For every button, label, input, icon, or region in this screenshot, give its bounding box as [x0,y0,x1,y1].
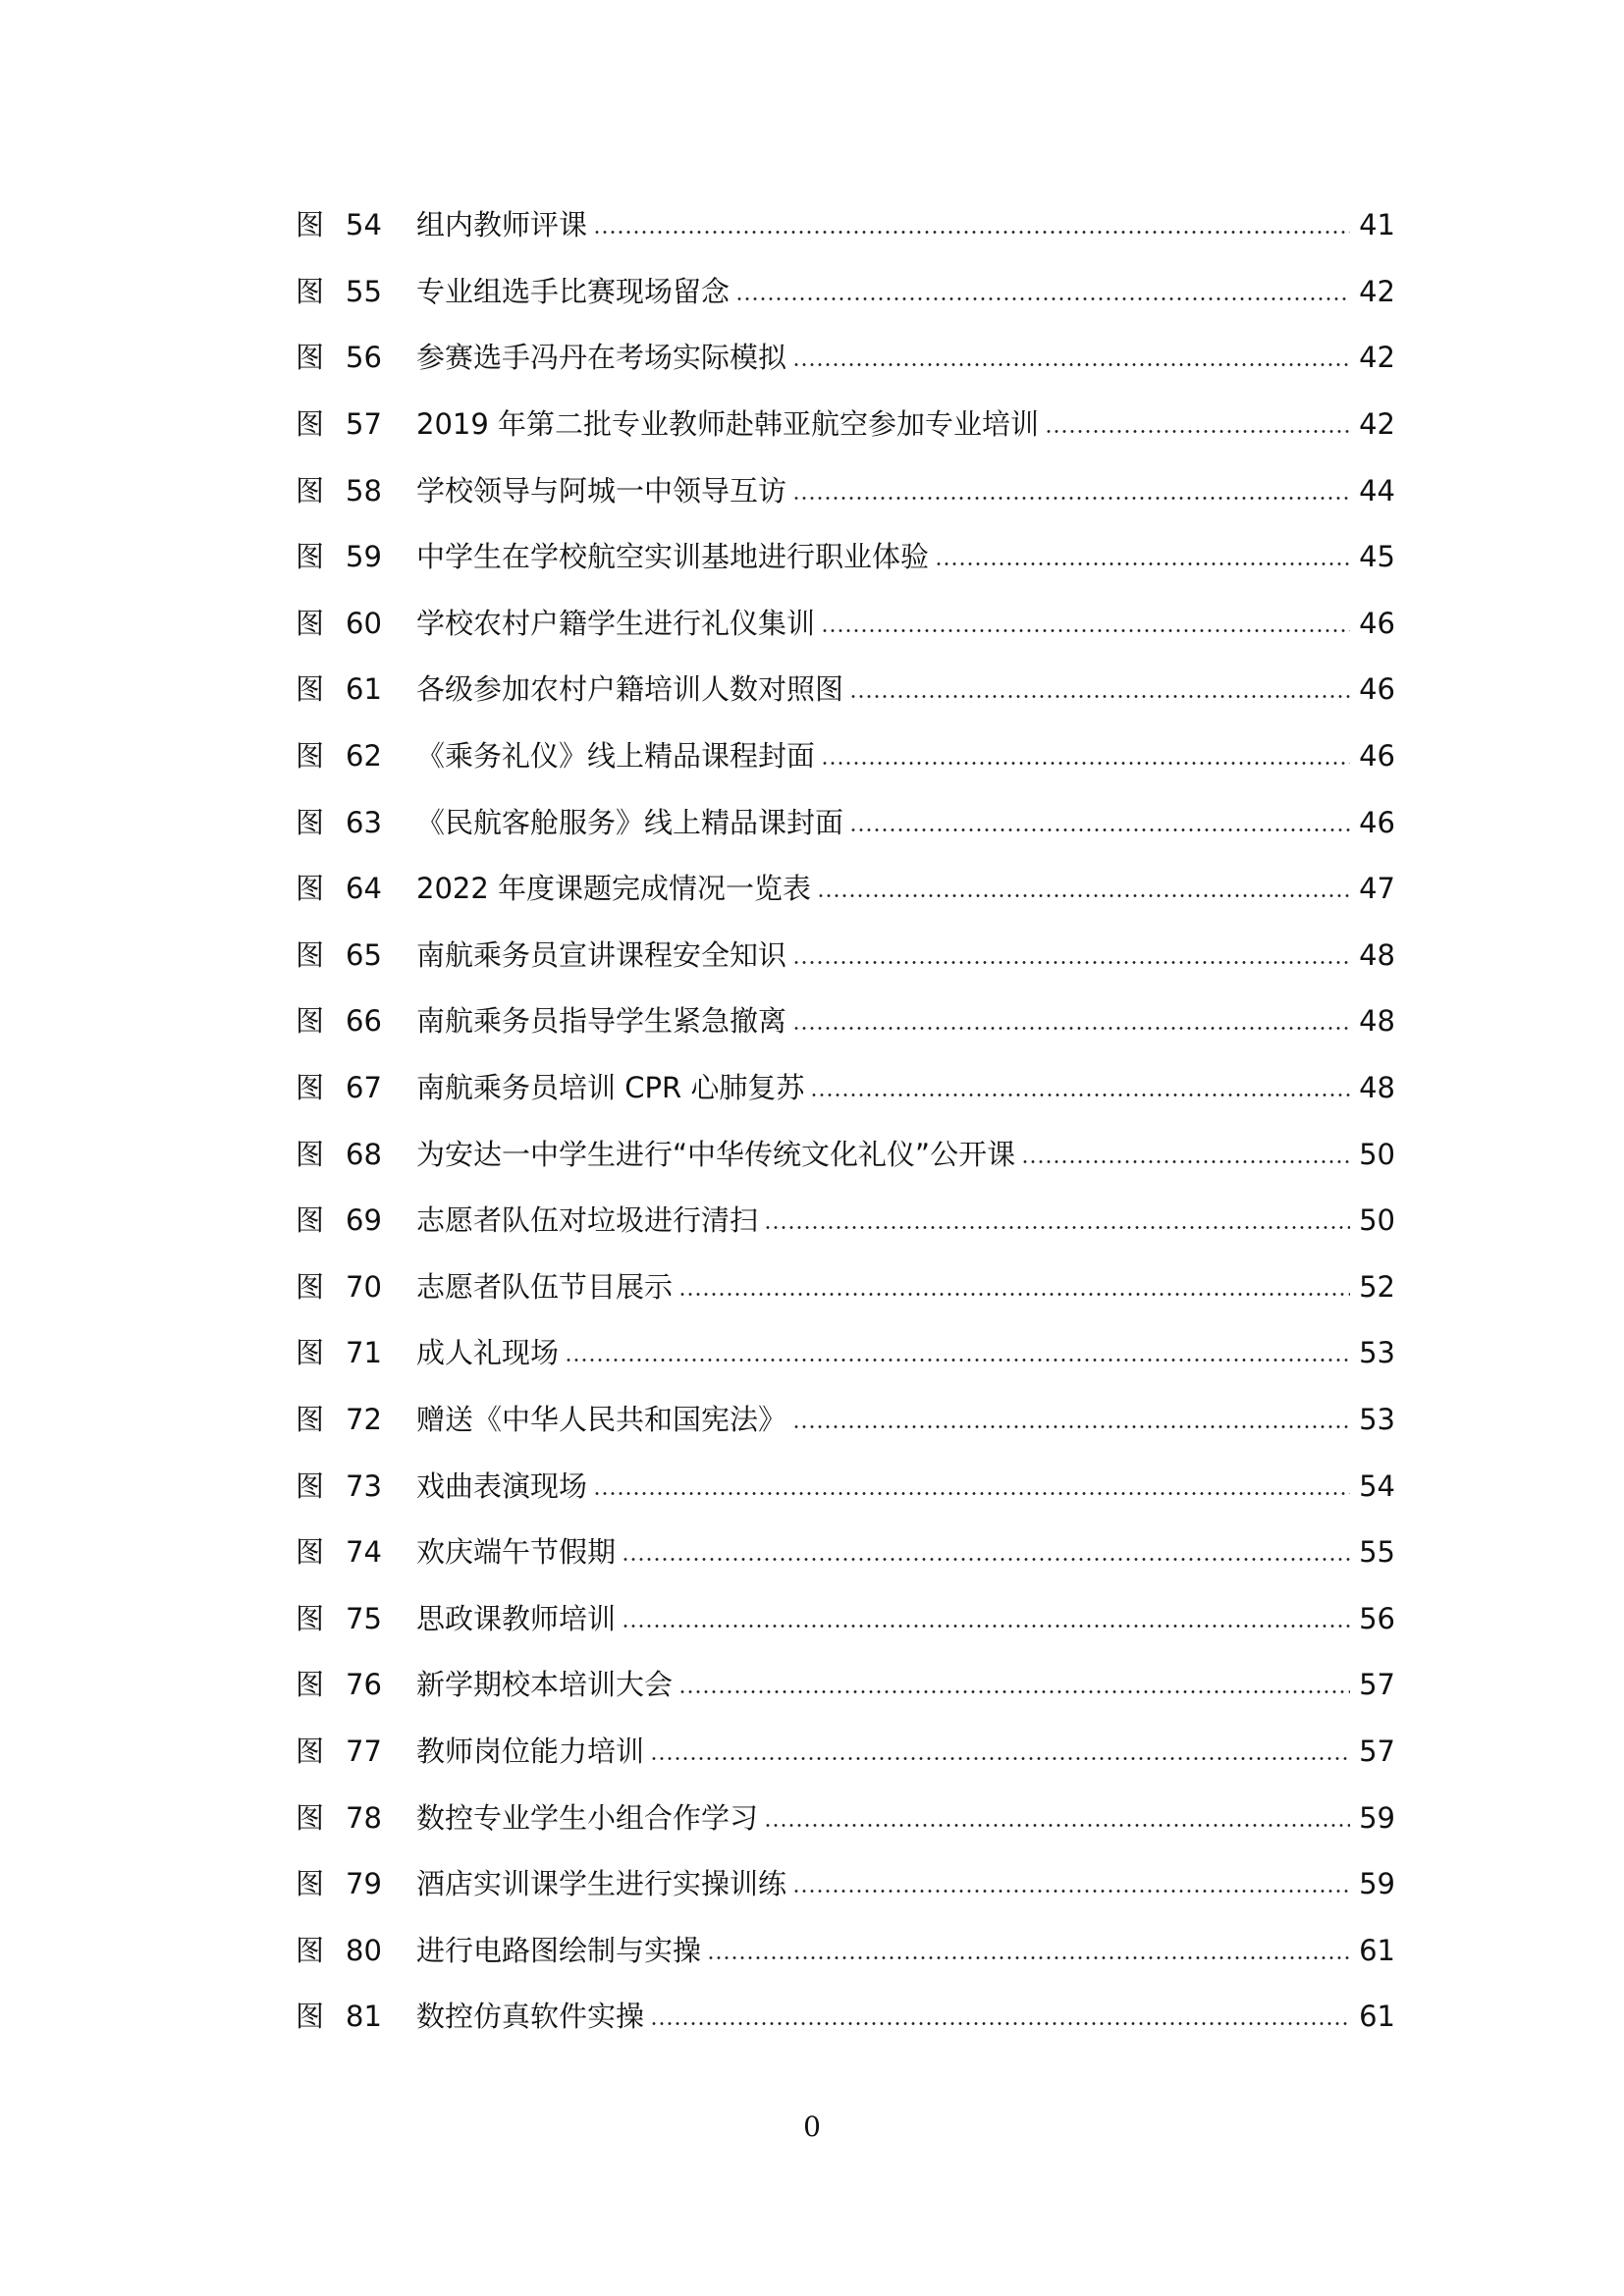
figure-label: 图 [296,805,325,839]
figure-title: 组内教师评课 [416,208,588,242]
dot-leader [849,695,1350,698]
figure-title: 2019 年第二批专业教师赴韩亚航空参加专业培训 [416,407,1040,442]
toc-entry[interactable] [296,1785,1395,1851]
figure-label: 图 [296,1535,325,1570]
page-reference: 41 [1359,208,1395,242]
figure-number: 64 [346,872,382,906]
figure-number: 77 [346,1734,382,1768]
page-reference: 53 [1359,1402,1395,1436]
figure-title: 戏曲表演现场 [416,1468,588,1503]
figure-label: 图 [296,1734,325,1768]
figure-title: 各级参加农村户籍培训人数对照图 [416,672,844,707]
toc-entry[interactable] [296,723,1395,790]
table-of-figures [296,192,1395,2051]
page-reference: 48 [1359,937,1395,972]
page-reference: 46 [1359,672,1395,707]
toc-entry[interactable] [296,524,1395,591]
toc-entry[interactable] [296,325,1395,392]
figure-label: 图 [296,540,325,574]
figure-number: 69 [346,1203,382,1238]
page-reference: 59 [1359,1800,1395,1835]
figure-title: 欢庆端午节假期 [416,1535,617,1570]
figure-label: 图 [296,1668,325,1702]
figure-number: 55 [346,274,382,308]
dot-leader [678,1293,1350,1296]
page-reference: 55 [1359,1535,1395,1570]
page-reference: 54 [1359,1468,1395,1503]
figure-label: 图 [296,1004,325,1039]
dot-leader [764,1824,1350,1827]
dot-leader [650,2022,1350,2025]
page-reference: 50 [1359,1203,1395,1238]
dot-leader [565,1359,1350,1362]
figure-label: 图 [296,1468,325,1503]
figure-number: 58 [346,473,382,507]
dot-leader [792,1890,1350,1893]
figure-title: 教师岗位能力培训 [416,1734,645,1768]
page-reference: 57 [1359,1734,1395,1768]
figure-number: 56 [346,341,382,375]
toc-entry[interactable] [296,1585,1395,1652]
figure-number: 73 [346,1468,382,1503]
page-reference: 61 [1359,2000,1395,2034]
figure-label: 图 [296,1933,325,1967]
page-reference: 44 [1359,473,1395,507]
toc-entry[interactable] [296,1453,1395,1520]
toc-entry[interactable] [296,1188,1395,1255]
figure-number: 81 [346,2000,382,2034]
dot-leader [1021,1160,1350,1163]
toc-entry[interactable] [296,988,1395,1055]
figure-number: 75 [346,1601,382,1635]
toc-entry[interactable] [296,457,1395,524]
figure-title: 南航乘务员指导学生紧急撤离 [416,1004,787,1039]
page-reference: 46 [1359,606,1395,640]
page-reference: 48 [1359,1071,1395,1105]
figure-title: 志愿者队伍节目展示 [416,1269,674,1304]
figure-title: 酒店实训课学生进行实操训练 [416,1867,787,1901]
toc-entry[interactable] [296,1255,1395,1321]
figure-number: 76 [346,1668,382,1702]
figure-number: 60 [346,606,382,640]
page-reference: 59 [1359,1867,1395,1901]
figure-title: 数控专业学生小组合作学习 [416,1800,759,1835]
figure-number: 57 [346,407,382,442]
figure-label: 图 [296,1269,325,1304]
figure-number: 71 [346,1336,382,1370]
figure-label: 图 [296,208,325,242]
page-reference: 57 [1359,1668,1395,1702]
dot-leader [593,1492,1350,1495]
toc-entry[interactable] [296,789,1395,856]
dot-leader [764,1226,1350,1229]
toc-entry[interactable] [296,856,1395,923]
toc-entry[interactable] [296,1121,1395,1188]
figure-title: 南航乘务员培训 CPR 心肺复苏 [416,1071,805,1105]
dot-leader [622,1558,1350,1561]
toc-entry[interactable] [296,1851,1395,1918]
figure-label: 图 [296,1071,325,1105]
figure-label: 图 [296,606,325,640]
page-reference: 61 [1359,1933,1395,1967]
toc-entry[interactable] [296,1984,1395,2051]
figure-title: 新学期校本培训大会 [416,1668,674,1702]
figure-label: 图 [296,672,325,707]
dot-leader [810,1094,1350,1096]
dot-leader [821,762,1350,765]
figure-number: 67 [346,1071,382,1105]
figure-label: 图 [296,274,325,308]
figure-title: 思政课教师培训 [416,1601,617,1635]
figure-number: 61 [346,672,382,707]
toc-entry[interactable] [296,1719,1395,1786]
figure-label: 图 [296,1867,325,1901]
figure-title: 中学生在学校航空实训基地进行职业体验 [416,540,930,574]
figure-label: 图 [296,1601,325,1635]
toc-entry[interactable] [296,1652,1395,1719]
page-reference: 46 [1359,739,1395,774]
page-reference: 50 [1359,1137,1395,1171]
dot-leader [593,231,1350,234]
figure-title: 学校农村户籍学生进行礼仪集训 [416,606,816,640]
figure-number: 80 [346,1933,382,1967]
figure-title: 数控仿真软件实操 [416,2000,645,2034]
toc-entry[interactable] [296,657,1395,723]
dot-leader [792,1027,1350,1030]
figure-label: 图 [296,739,325,774]
dot-leader [622,1625,1350,1628]
toc-entry[interactable] [296,1917,1395,1984]
toc-entry[interactable] [296,192,1395,259]
page-reference: 48 [1359,1004,1395,1039]
figure-number: 70 [346,1269,382,1304]
figure-title: 志愿者队伍对垃圾进行清扫 [416,1203,759,1238]
figure-label: 图 [296,407,325,442]
dot-leader [735,297,1350,300]
figure-label: 图 [296,872,325,906]
figure-number: 59 [346,540,382,574]
figure-label: 图 [296,341,325,375]
figure-title: 成人礼现场 [416,1336,560,1370]
toc-entry[interactable] [296,1055,1395,1122]
dot-leader [935,562,1350,565]
figure-number: 79 [346,1867,382,1901]
dot-leader [849,828,1350,831]
figure-label: 图 [296,1336,325,1370]
figure-label: 图 [296,473,325,507]
dot-leader [707,1956,1350,1959]
figure-title: 进行电路图绘制与实操 [416,1933,702,1967]
toc-entry[interactable] [296,591,1395,658]
toc-entry[interactable] [296,392,1395,458]
page-reference: 42 [1359,407,1395,442]
toc-entry[interactable] [296,1520,1395,1586]
dot-leader [650,1757,1350,1760]
figure-title: 赠送《中华人民共和国宪法》 [416,1402,787,1436]
figure-title: 南航乘务员宣讲课程安全知识 [416,937,787,972]
figure-title: 参赛选手冯丹在考场实际模拟 [416,341,787,375]
figure-number: 62 [346,739,382,774]
page-reference: 45 [1359,540,1395,574]
figure-label: 图 [296,1800,325,1835]
dot-leader [792,497,1350,500]
figure-title: 2022 年度课题完成情况一览表 [416,872,812,906]
figure-label: 图 [296,937,325,972]
page-reference: 46 [1359,805,1395,839]
figure-title: 为安达一中学生进行“中华传统文化礼仪”公开课 [416,1137,1016,1171]
figure-number: 68 [346,1137,382,1171]
page-number: 0 [803,2110,821,2143]
figure-number: 72 [346,1402,382,1436]
toc-entry[interactable] [296,1387,1395,1454]
figure-title: 学校领导与阿城一中领导互访 [416,473,787,507]
page-reference: 47 [1359,872,1395,906]
figure-title: 《乘务礼仪》线上精品课程封面 [416,739,816,774]
figure-number: 63 [346,805,382,839]
dot-leader [792,363,1350,366]
dot-leader [1045,430,1350,433]
figure-label: 图 [296,1402,325,1436]
page-reference: 52 [1359,1269,1395,1304]
figure-number: 65 [346,937,382,972]
figure-number: 74 [346,1535,382,1570]
figure-label: 图 [296,1203,325,1238]
page-reference: 53 [1359,1336,1395,1370]
dot-leader [678,1690,1350,1693]
toc-entry[interactable] [296,259,1395,326]
dot-leader [792,961,1350,964]
toc-entry[interactable] [296,923,1395,989]
page-reference: 42 [1359,274,1395,308]
figure-number: 78 [346,1800,382,1835]
toc-entry[interactable] [296,1320,1395,1387]
figure-label: 图 [296,2000,325,2034]
page-reference: 56 [1359,1601,1395,1635]
figure-title: 专业组选手比赛现场留念 [416,274,731,308]
figure-number: 54 [346,208,382,242]
figure-title: 《民航客舱服务》线上精品课封面 [416,805,844,839]
dot-leader [817,894,1350,897]
dot-leader [821,629,1350,632]
page-reference: 42 [1359,341,1395,375]
figure-number: 66 [346,1004,382,1039]
dot-leader [792,1425,1350,1428]
figure-label: 图 [296,1137,325,1171]
